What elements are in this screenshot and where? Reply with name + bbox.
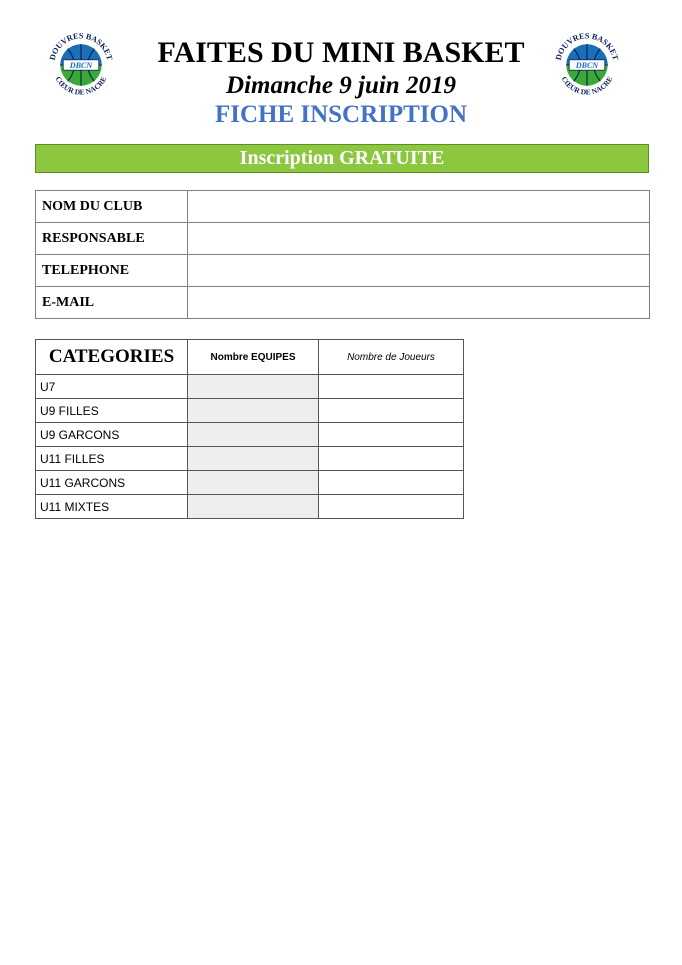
logo-text-bottom: CŒUR DE NACRE — [53, 74, 109, 97]
category-name: U11 GARCONS — [36, 471, 188, 495]
category-name: U9 GARCONS — [36, 423, 188, 447]
form-title: FICHE INSCRIPTION — [214, 101, 468, 128]
phone-field[interactable] — [188, 255, 650, 287]
players-count-field[interactable] — [319, 495, 464, 519]
logo-monogram: DBCN — [69, 60, 93, 70]
club-name-label: NOM DU CLUB — [36, 191, 188, 223]
club-name-field[interactable] — [188, 191, 650, 223]
teams-count-field[interactable] — [188, 471, 319, 495]
players-count-field[interactable] — [319, 423, 464, 447]
teams-count-field[interactable] — [188, 375, 319, 399]
logo-monogram: DBCN — [575, 60, 599, 70]
category-row-u9-garcons — [36, 423, 464, 447]
teams-count-field[interactable] — [188, 495, 319, 519]
club-info-table — [35, 190, 650, 319]
email-label: E-MAIL — [36, 287, 188, 319]
category-row-u9-filles — [36, 399, 464, 423]
category-row-u11-garcons — [36, 471, 464, 495]
category-name: U11 MIXTES — [36, 495, 188, 519]
event-date: Dimanche 9 juin 2019 — [226, 72, 456, 99]
category-row-u11-filles — [36, 447, 464, 471]
teams-count-field[interactable] — [188, 423, 319, 447]
categories-header: CATEGORIES — [36, 340, 188, 375]
teams-count-field[interactable] — [188, 399, 319, 423]
email-row — [36, 287, 650, 319]
manager-label: RESPONSABLE — [36, 223, 188, 255]
category-name: U11 FILLES — [36, 447, 188, 471]
logo-text-top: DOUVRES BASKET — [47, 31, 115, 62]
players-count-field[interactable] — [319, 447, 464, 471]
phone-row — [36, 255, 650, 287]
phone-label: TELEPHONE — [36, 255, 188, 287]
manager-field[interactable] — [188, 223, 650, 255]
players-count-field[interactable] — [319, 375, 464, 399]
categories-table — [35, 339, 464, 519]
manager-row — [36, 223, 650, 255]
categories-header-row — [36, 340, 464, 375]
logo-text-top: DOUVRES BASKET — [553, 31, 621, 62]
teams-count-header: Nombre EQUIPES — [188, 340, 319, 375]
category-row-u11-mixtes — [36, 495, 464, 519]
logo-text-bottom: CŒUR DE NACRE — [559, 74, 615, 97]
event-title: FAITES DU MINI BASKET — [157, 36, 525, 69]
club-name-row — [36, 191, 650, 223]
free-registration-banner: Inscription GRATUITE — [35, 144, 649, 173]
players-count-field[interactable] — [319, 399, 464, 423]
players-count-header: Nombre de Joueurs — [319, 340, 464, 375]
email-field[interactable] — [188, 287, 650, 319]
category-name: U7 — [36, 375, 188, 399]
category-row-u7 — [36, 375, 464, 399]
category-name: U9 FILLES — [36, 399, 188, 423]
players-count-field[interactable] — [319, 471, 464, 495]
teams-count-field[interactable] — [188, 447, 319, 471]
